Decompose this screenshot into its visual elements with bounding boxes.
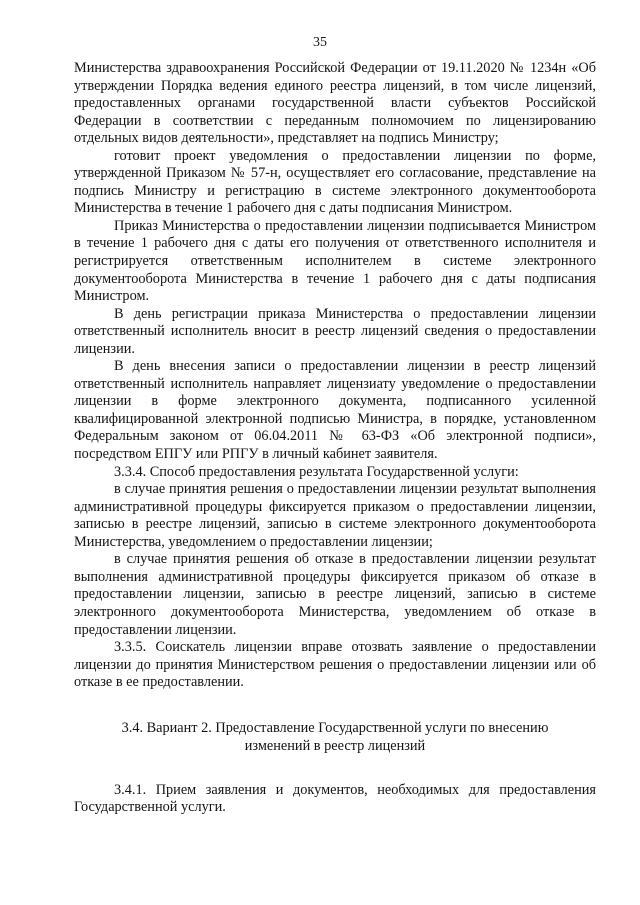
paragraph-licensee-notice: В день внесения записи о предоставлении лицензии в реестр лицензий ответственный исполнитель направляет лицензиату уведомление о предоставлении лицензии в форме электронного документа, подписанного усиленной квалифицированной электронной подписью Министра, в порядке, установленном Федеральным законом от 06.04.2011 № 63-ФЗ «Об электронной подписи», посредством ЕПГУ или РПГУ в личный кабинет заявителя. bbox=[74, 358, 596, 463]
section-heading-3-4: 3.4. Вариант 2. Предоставление Государственной услуги по внесению изменений в реестр лицензий bbox=[121, 719, 549, 754]
paragraph-notification-draft: готовит проект уведомления о предоставлении лицензии по форме, утвержденной Приказом № 57-н, осуществляет его согласование, представление на подпись Министру и регистрацию в системе электронного документооборота Министерства в течение 1 рабочего дня с даты подписания Министром. bbox=[74, 147, 596, 217]
paragraph-refusal-result: в случае принятия решения об отказе в предоставлении лицензии результат выполнения административной процедуры фиксируется приказом об отказе в предоставлении лицензии, записью в реестре лицензий, записью в системе электронного документооборота Министерства, уведомлением об отказе в предоставлении лицензии. bbox=[74, 551, 596, 638]
paragraph-order-signing: Приказ Министерства о предоставлении лицензии подписывается Министром в течение 1 рабочего дня с даты его получения от ответственного исполнителя и регистрируется ответственным исполнителем в системе электронного документооборота Министерства в течение 1 рабочего дня с даты подписания Министром. bbox=[74, 217, 596, 305]
paragraph-3-4-1: 3.4.1. Прием заявления и документов, необходимых для предоставления Государственной услуги. bbox=[74, 781, 596, 816]
paragraph-registry-entry: В день регистрации приказа Министерства о предоставлении лицензии ответственный исполнитель вносит в реестр лицензий сведения о предоставлении лицензии. bbox=[74, 305, 596, 357]
document-body bbox=[74, 60, 596, 817]
paragraph-grant-result: в случае принятия решения о предоставлении лицензии результат выполнения административной процедуры фиксируется приказом о предоставлении лицензии, записью в реестре лицензий, записью в системе электронного документооборота Министерства, уведомлением о предоставлении лицензии; bbox=[74, 481, 596, 550]
paragraph-3-3-5: 3.3.5. Соискатель лицензии вправе отозвать заявление о предоставлении лицензии до принятия Министерством решения о предоставлении лицензии или об отказе в ее предоставлении. bbox=[74, 639, 596, 691]
paragraph-ministry-order: Министерства здравоохранения Российской Федерации от 19.11.2020 № 1234н «Об утверждении Порядка ведения единого реестра лицензий, в том числе лицензий, предоставленных органами государственной власти субъектов Российской Федерации в соответствии с переданным полномочием по лицензированию отдельных видов деятельности», представляет на подпись Министру; bbox=[74, 60, 596, 147]
page-number: 35 bbox=[313, 35, 327, 50]
paragraph-3-3-4: 3.3.4. Способ предоставления результата Государственной услуги: bbox=[114, 463, 519, 480]
